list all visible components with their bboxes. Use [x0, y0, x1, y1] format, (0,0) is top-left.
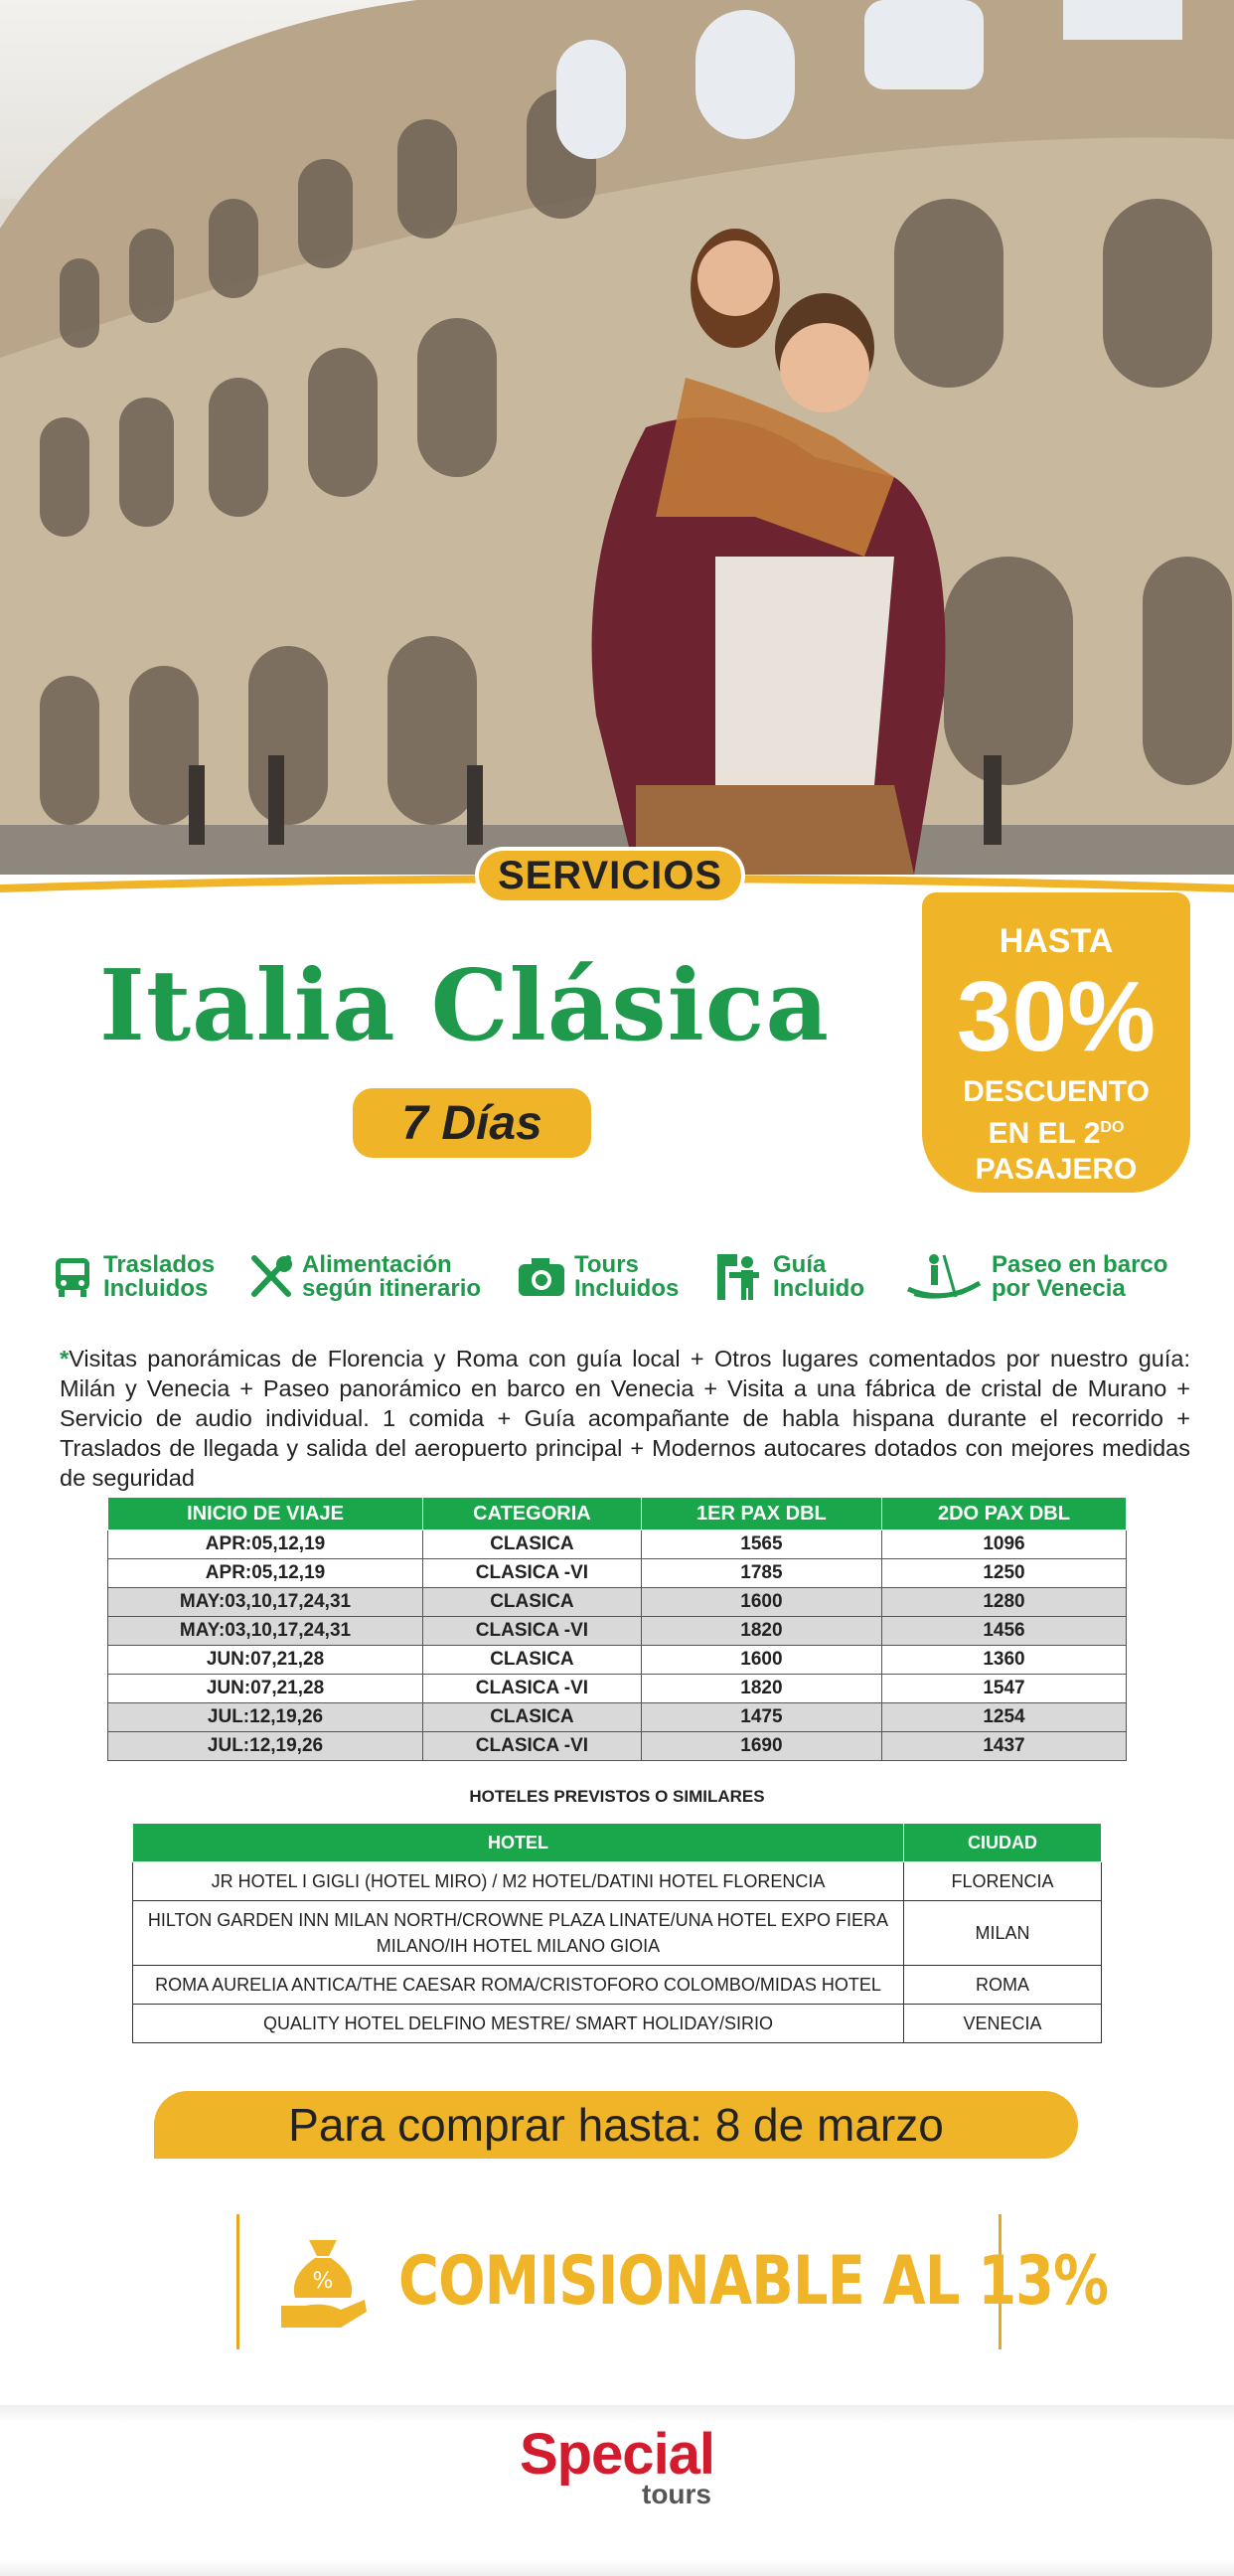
table-cell: JUL:12,19,26	[108, 1703, 423, 1732]
table-cell: CLASICA	[423, 1646, 642, 1675]
table-row	[133, 1901, 1102, 1966]
table-cell: MAY:03,10,17,24,31	[108, 1617, 423, 1646]
hero-image	[0, 0, 1234, 875]
guide-icon	[715, 1252, 765, 1302]
promo-line3: DESCUENTO	[963, 1075, 1150, 1108]
table-cell: APR:05,12,19	[108, 1559, 423, 1588]
service-meals: Alimentación según itinerario	[248, 1242, 481, 1312]
table-cell: CLASICA	[423, 1588, 642, 1617]
table-row	[108, 1732, 1127, 1761]
table-cell: ROMA AURELIA ANTICA/THE CAESAR ROMA/CRISTOFORO COLOMBO/MIDAS HOTEL	[133, 1966, 904, 2005]
table-cell: 1547	[881, 1675, 1126, 1703]
price-table	[107, 1497, 1127, 1761]
gondola-icon	[904, 1249, 984, 1305]
table-cell: CLASICA -VI	[423, 1617, 642, 1646]
table-cell: 1785	[641, 1559, 881, 1588]
table-cell: CLASICA -VI	[423, 1559, 642, 1588]
table-cell: 1280	[881, 1588, 1126, 1617]
service-gondola: Paseo en barco por Venecia	[904, 1242, 1167, 1312]
hotels-title: HOTELES PREVISTOS O SIMILARES	[469, 1787, 765, 1806]
table-cell: 1600	[641, 1588, 881, 1617]
hotel-col-header: HOTEL	[133, 1824, 904, 1862]
price-col-header: 1ER PAX DBL	[641, 1498, 881, 1530]
table-row	[108, 1617, 1127, 1646]
table-cell: APR:05,12,19	[108, 1530, 423, 1559]
table-row	[133, 2005, 1102, 2043]
table-cell: 1820	[641, 1675, 881, 1703]
promo-line4: EN EL $2^{DO}$ PASAJERO	[975, 1117, 1138, 1186]
tour-description: *Visitas panorámicas de Florencia y Roma con guía local + Otros lugares comentados por nuestro guía: Milán y Venecia + Paseo panorámico en barco en Venecia + Visita a una fábrica de cristal de Murano + Servicio de audio individual. 1 comida + Guía acompañante de habla hispana durante el recorrido + Traslados de llegada y salida del aeropuerto principal + Modernos autocares dotados con mejores medidas de seguridad	[60, 1346, 1190, 1491]
discount-promo	[922, 892, 1190, 1193]
table-cell: CLASICA	[423, 1703, 642, 1732]
table-row	[108, 1530, 1127, 1559]
utensils-icon	[248, 1254, 294, 1300]
table-row	[133, 1966, 1102, 2005]
promo-percent: 30%	[956, 961, 1157, 1072]
table-cell: HILTON GARDEN INN MILAN NORTH/CROWNE PLAZA LINATE/UNA HOTEL EXPO FIERA MILANO/IH HOTEL MILANO GIOIA	[133, 1901, 904, 1966]
money-bag-hand-icon	[275, 2232, 371, 2332]
table-row	[133, 1862, 1102, 1901]
table-cell: 1437	[881, 1732, 1126, 1761]
table-cell: 1690	[641, 1732, 881, 1761]
service-transfers: Traslados Incluidos	[50, 1242, 215, 1312]
table-cell: QUALITY HOTEL DELFINO MESTRE/ SMART HOLIDAY/SIRIO	[133, 2005, 904, 2043]
colosseum-illustration	[0, 0, 1234, 875]
table-row	[108, 1646, 1127, 1675]
price-col-header: 2DO PAX DBL	[881, 1498, 1126, 1530]
promo-line1: HASTA	[999, 922, 1114, 960]
table-cell: MILAN	[904, 1901, 1102, 1966]
table-row	[108, 1675, 1127, 1703]
table-row	[108, 1588, 1127, 1617]
table-cell: 1600	[641, 1646, 881, 1675]
table-cell: ROMA	[904, 1966, 1102, 2005]
table-cell: 1820	[641, 1617, 881, 1646]
commission-text: COMISIONABLE AL 13%	[398, 2242, 1109, 2321]
table-cell: JUL:12,19,26	[108, 1732, 423, 1761]
table-row	[108, 1703, 1127, 1732]
table-cell: 1475	[641, 1703, 881, 1732]
table-cell: 1096	[881, 1530, 1126, 1559]
table-cell: VENECIA	[904, 2005, 1102, 2043]
table-cell: FLORENCIA	[904, 1862, 1102, 1901]
hotels-table	[132, 1823, 1102, 2043]
table-row	[108, 1559, 1127, 1588]
service-tours: Tours Incluidos	[517, 1242, 679, 1312]
table-cell: 1360	[881, 1646, 1126, 1675]
table-cell: JR HOTEL I GIGLI (HOTEL MIRO) / M2 HOTEL/DATINI HOTEL FLORENCIA	[133, 1862, 904, 1901]
camera-icon	[517, 1254, 566, 1300]
table-cell: 1250	[881, 1559, 1126, 1588]
table-cell: CLASICA	[423, 1530, 642, 1559]
table-cell: 1254	[881, 1703, 1126, 1732]
special-tours-logo: Special tours	[519, 2422, 715, 2509]
service-guide: Guía Incluido	[715, 1242, 864, 1312]
duration-badge: 7 Días	[353, 1088, 591, 1158]
table-cell: 1456	[881, 1617, 1126, 1646]
table-cell: 1565	[641, 1530, 881, 1559]
deadline-banner: Para comprar hasta: 8 de marzo	[154, 2091, 1078, 2159]
table-cell: CLASICA -VI	[423, 1732, 642, 1761]
bus-icon	[50, 1254, 95, 1300]
hotel-col-header: CIUDAD	[904, 1824, 1102, 1862]
table-cell: MAY:03,10,17,24,31	[108, 1588, 423, 1617]
price-col-header: CATEGORIA	[423, 1498, 642, 1530]
page-title: Italia Clásica	[99, 949, 830, 1063]
price-col-header: INICIO DE VIAJE	[108, 1498, 423, 1530]
servicios-badge: SERVICIOS	[475, 847, 745, 904]
table-cell: JUN:07,21,28	[108, 1675, 423, 1703]
services-row	[50, 1242, 1192, 1312]
svg-text:%: %	[312, 2269, 334, 2294]
table-cell: CLASICA -VI	[423, 1675, 642, 1703]
commission-box	[236, 2214, 1109, 2349]
table-cell: JUN:07,21,28	[108, 1646, 423, 1675]
